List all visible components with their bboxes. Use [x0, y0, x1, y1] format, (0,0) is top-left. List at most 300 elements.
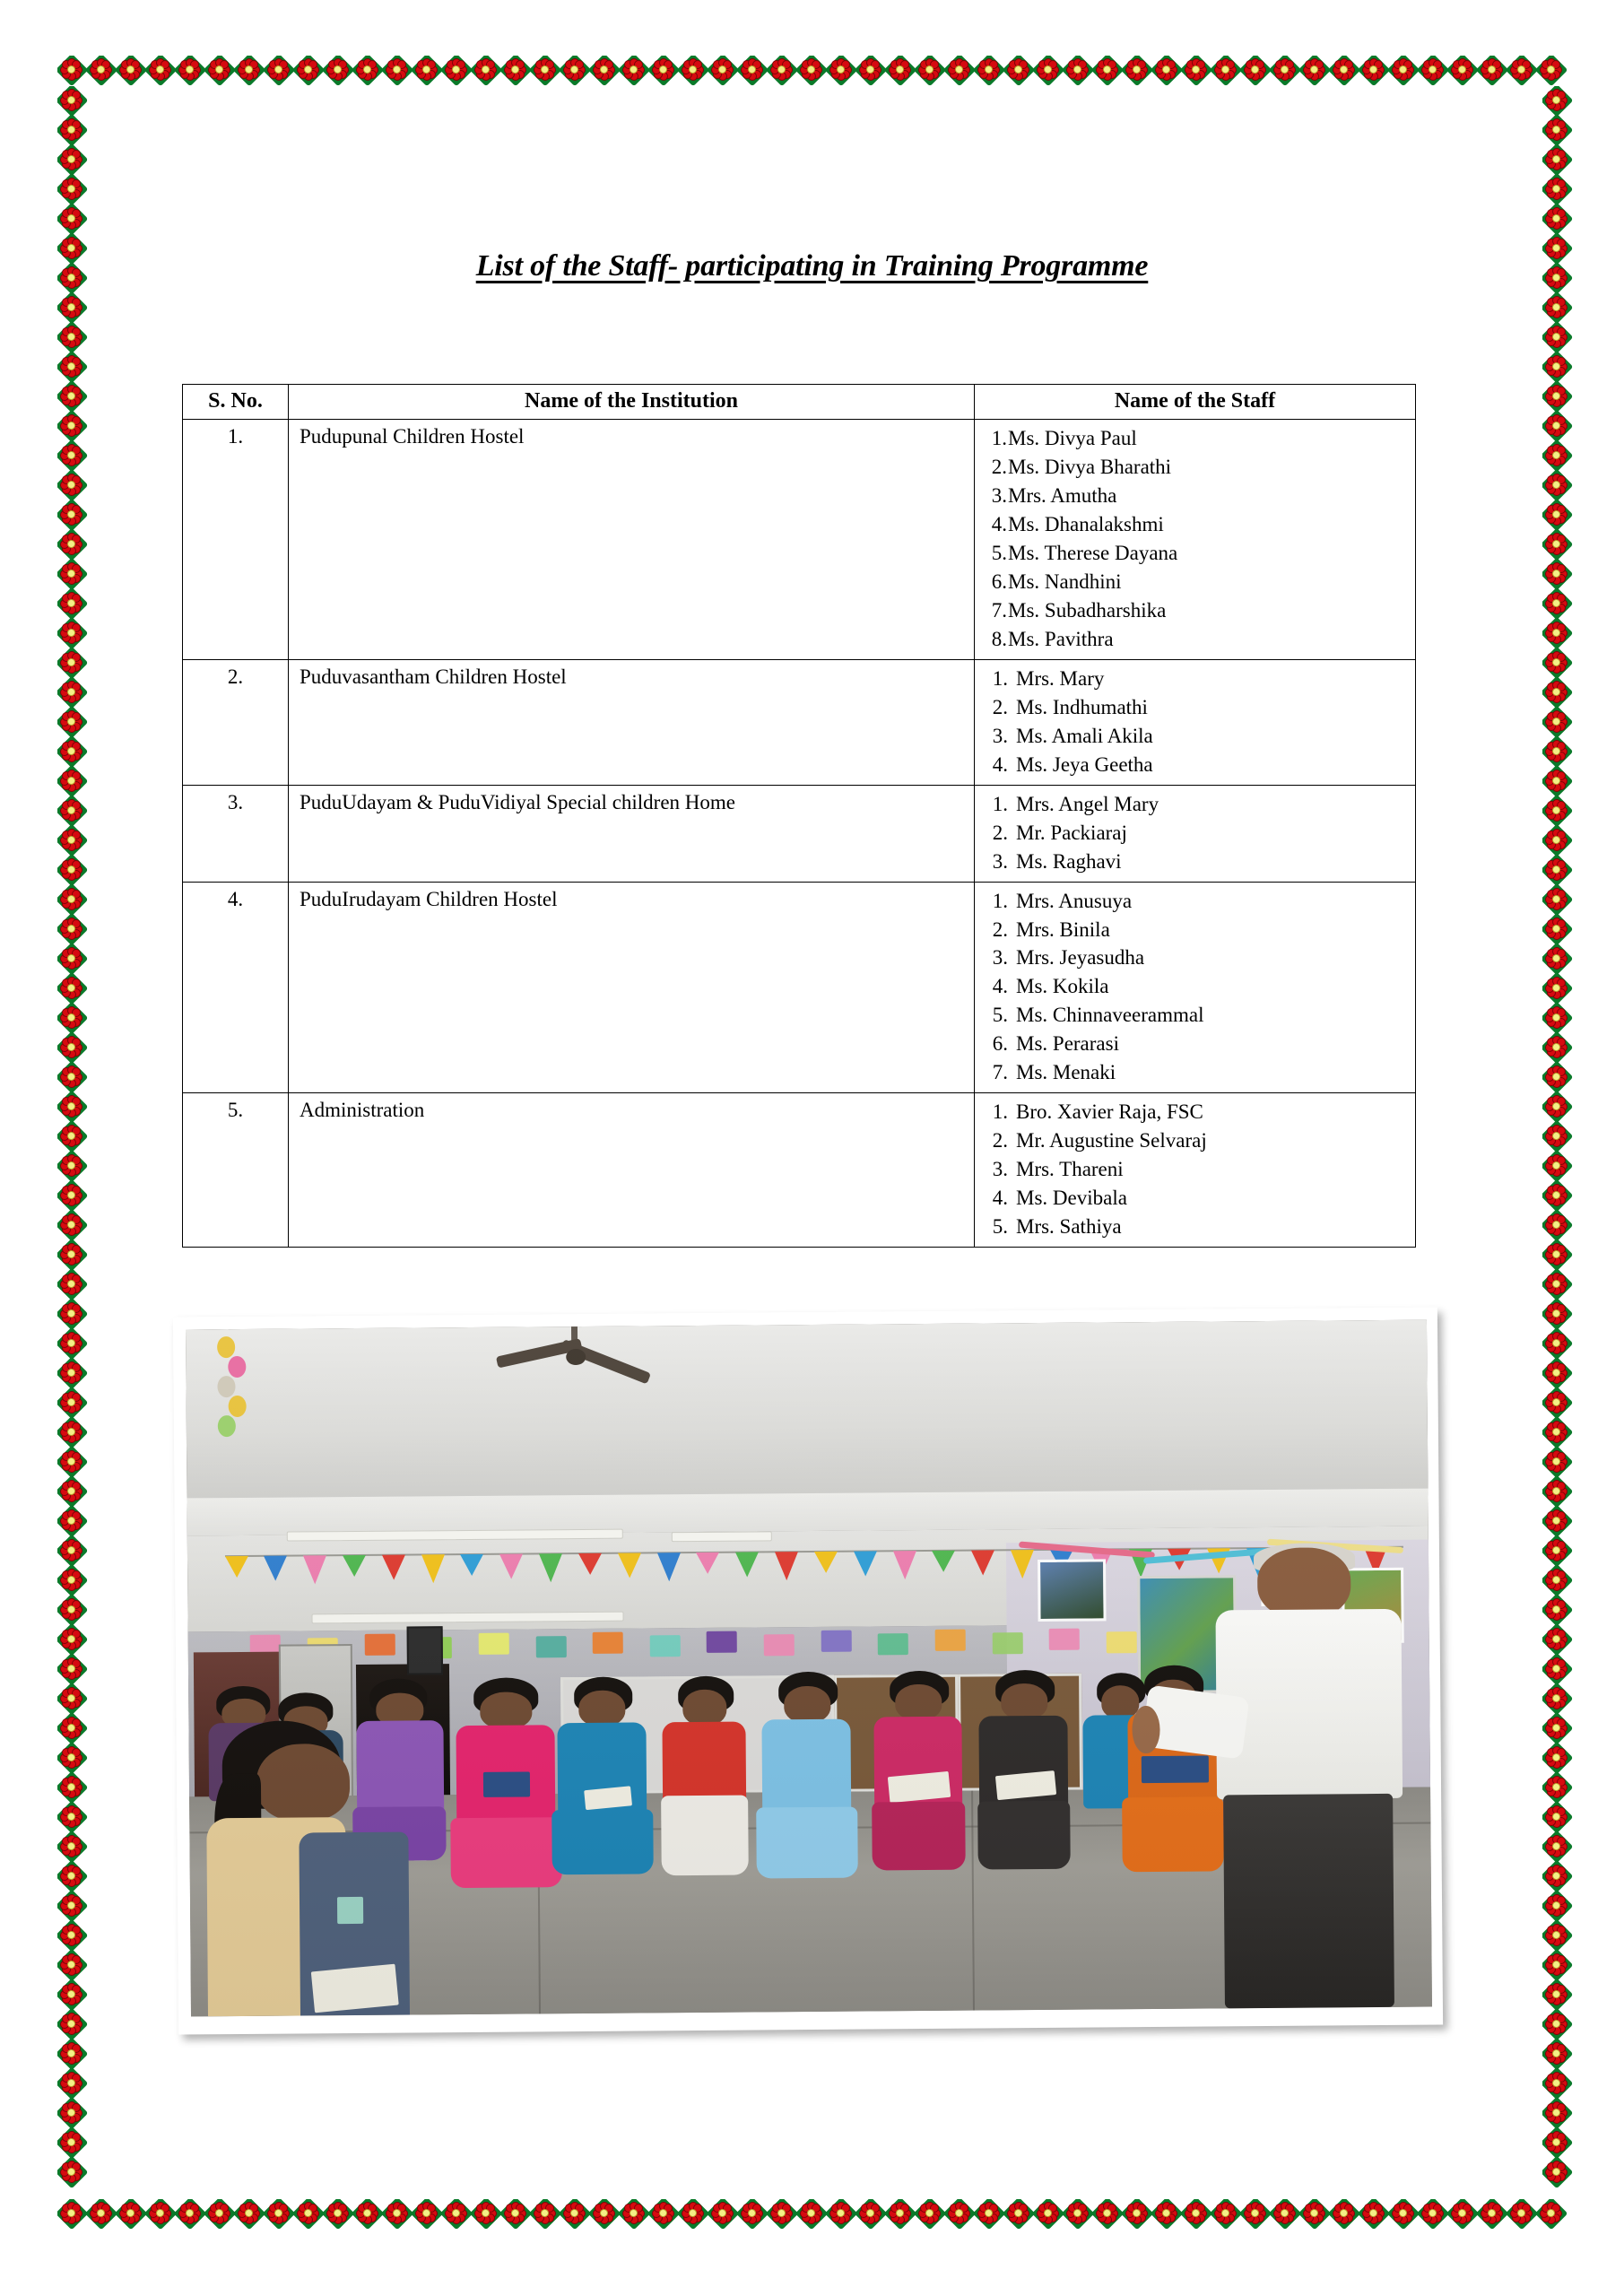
staff-list-item	[975, 751, 1415, 779]
table-body	[183, 420, 1416, 1248]
table-row	[183, 1093, 1416, 1248]
rose-flower-icon	[57, 1773, 87, 1803]
rose-flower-icon	[57, 2199, 87, 2229]
rose-flower-icon	[117, 56, 146, 85]
rose-flower-icon	[57, 1892, 87, 1921]
rose-flower-icon	[1542, 441, 1572, 471]
cell-institution: Administration	[289, 1093, 975, 1248]
rose-flower-icon	[1330, 56, 1359, 85]
pennant-flag	[854, 1551, 877, 1576]
rose-flower-icon	[57, 856, 87, 885]
pennant-flag	[264, 1555, 287, 1580]
rose-flower-icon	[57, 796, 87, 826]
rose-flower-icon	[1542, 1033, 1572, 1063]
rose-flower-icon	[1389, 56, 1419, 85]
rose-flower-icon	[294, 56, 324, 85]
rose-flower-icon	[1271, 56, 1300, 85]
rose-flower-icon	[1300, 2199, 1330, 2229]
rose-flower-icon	[1271, 2199, 1300, 2229]
pennant-flag	[932, 1550, 955, 1571]
rose-flower-icon	[1093, 2199, 1123, 2229]
rose-flower-icon	[57, 1507, 87, 1536]
rose-flower-icon	[649, 2199, 679, 2229]
rose-flower-icon	[57, 1832, 87, 1862]
wall-poster	[1038, 1560, 1107, 1622]
staff-list-item	[975, 665, 1415, 693]
rose-flower-icon	[146, 56, 176, 85]
staff-item-name: Ms. Menaki	[1016, 1061, 1116, 1084]
staff-list-item	[975, 596, 1415, 625]
rose-flower-icon	[57, 530, 87, 560]
paper-card	[764, 1634, 795, 1656]
staff-list-item	[975, 819, 1415, 848]
rose-flower-icon	[57, 1359, 87, 1388]
rose-flower-icon	[1542, 1152, 1572, 1181]
rose-flower-icon	[57, 560, 87, 589]
header-staff: Name of the Staff	[975, 385, 1416, 420]
paper-card	[364, 1633, 395, 1655]
staff-item-number: 4.	[992, 752, 1008, 776]
rose-flower-icon	[1542, 1862, 1572, 1892]
rose-flower-icon	[176, 2199, 205, 2229]
rose-flower-icon	[1542, 915, 1572, 944]
rose-flower-icon	[442, 56, 472, 85]
rose-flower-icon	[1542, 1004, 1572, 1033]
table-row	[183, 882, 1416, 1093]
rose-flower-icon	[1542, 1063, 1572, 1092]
rose-flower-icon	[57, 1181, 87, 1211]
rose-flower-icon	[1542, 352, 1572, 382]
rose-flower-icon	[1542, 737, 1572, 767]
rose-flower-icon	[1542, 1240, 1572, 1270]
rose-flower-icon	[117, 2199, 146, 2229]
hanging-ornament	[217, 1415, 235, 1437]
staff-item-name: Ms. Subadharshika	[1008, 598, 1167, 622]
rose-flower-icon	[916, 2199, 945, 2229]
rose-flower-icon	[620, 2199, 649, 2229]
ceiling-fan-icon	[496, 1336, 657, 1387]
rose-flower-icon	[1542, 1122, 1572, 1152]
rose-flower-icon	[1211, 56, 1241, 85]
rose-flower-icon	[1034, 56, 1064, 85]
rose-flower-icon	[1542, 2039, 1572, 2069]
rose-flower-icon	[57, 1270, 87, 1300]
rose-flower-icon	[1542, 530, 1572, 560]
pennant-flag	[460, 1554, 483, 1576]
cell-staff-list	[975, 785, 1416, 882]
staff-list-item	[975, 693, 1415, 722]
rose-flower-icon	[1182, 56, 1211, 85]
rose-flower-icon	[57, 1862, 87, 1892]
rose-flower-icon	[1542, 234, 1572, 264]
rose-flower-icon	[1542, 1980, 1572, 2010]
rose-flower-icon	[57, 1092, 87, 1122]
staff-item-number: 4.	[991, 512, 1007, 535]
rose-flower-icon	[1064, 56, 1093, 85]
rose-flower-icon	[1542, 1744, 1572, 1773]
rose-flower-icon	[1542, 1359, 1572, 1388]
rose-flower-icon	[1542, 1329, 1572, 1359]
staff-item-name: Ms. Divya Paul	[1008, 427, 1137, 449]
staff-list-item	[975, 722, 1415, 751]
rose-flower-icon	[1478, 2199, 1507, 2229]
rose-flower-icon	[560, 2199, 590, 2229]
rose-flower-icon	[1542, 293, 1572, 323]
staff-item-number: 1.	[991, 427, 1007, 449]
rose-flower-icon	[57, 1980, 87, 2010]
rose-flower-icon	[57, 1803, 87, 1832]
rose-flower-icon	[945, 56, 975, 85]
hanging-ornament	[228, 1396, 246, 1417]
rose-flower-icon	[413, 56, 442, 85]
paper-card	[707, 1631, 737, 1652]
staff-item-name: Ms. Divya Bharathi	[1008, 455, 1172, 478]
rose-flower-icon	[57, 1240, 87, 1270]
seated-participant	[970, 1669, 1077, 1869]
staff-item-name: Ms. Devibala	[1016, 1187, 1127, 1210]
rose-flower-icon	[1359, 2199, 1389, 2229]
rose-flower-icon	[1419, 56, 1448, 85]
rose-flower-icon	[57, 1033, 87, 1063]
rose-flower-icon	[1542, 767, 1572, 796]
decorative-border-bottom	[57, 2199, 1573, 2230]
staff-item-number: 3.	[992, 724, 1008, 747]
staff-list-item	[975, 887, 1415, 916]
rose-flower-icon	[1542, 323, 1572, 352]
handout-booklet	[1141, 1756, 1208, 1783]
rose-flower-icon	[679, 56, 708, 85]
rose-flower-icon	[57, 2010, 87, 2039]
rose-flower-icon	[945, 2199, 975, 2229]
rose-flower-icon	[1542, 2069, 1572, 2099]
rose-flower-icon	[442, 2199, 472, 2229]
rose-flower-icon	[57, 1063, 87, 1092]
staff-list-item	[975, 944, 1415, 972]
rose-flower-icon	[57, 1536, 87, 1566]
rose-flower-icon	[57, 1566, 87, 1596]
rose-flower-icon	[620, 56, 649, 85]
staff-list-item	[975, 972, 1415, 1001]
cell-sno: 5.	[183, 1093, 289, 1248]
rose-flower-icon	[57, 589, 87, 619]
training-photo	[186, 1320, 1432, 2017]
rose-flower-icon	[531, 56, 560, 85]
rose-flower-icon	[1542, 1773, 1572, 1803]
rose-flower-icon	[353, 56, 383, 85]
rose-flower-icon	[87, 2199, 117, 2229]
rose-flower-icon	[57, 1388, 87, 1418]
rose-flower-icon	[1542, 796, 1572, 826]
pennant-flag	[1011, 1550, 1034, 1578]
rose-flower-icon	[1542, 1596, 1572, 1625]
handout-booklet	[483, 1772, 531, 1797]
pennant-flag	[814, 1551, 838, 1572]
rose-flower-icon	[57, 412, 87, 441]
staff-list-item	[975, 1126, 1415, 1155]
staff-item-name: Mr. Packiaraj	[1016, 821, 1127, 844]
worksheet	[311, 1964, 399, 2013]
rose-flower-icon	[1542, 1921, 1572, 1951]
header-sno: S. No.	[183, 385, 289, 420]
rose-flower-icon	[57, 323, 87, 352]
rose-flower-icon	[57, 264, 87, 293]
facilitator	[1203, 1533, 1417, 2008]
rose-flower-icon	[1211, 2199, 1241, 2229]
rose-flower-icon	[827, 56, 856, 85]
staff-item-name: Mr. Augustine Selvaraj	[1016, 1129, 1207, 1152]
staff-item-number: 7.	[992, 1061, 1008, 1084]
rose-flower-icon	[57, 885, 87, 915]
cell-staff-list	[975, 420, 1416, 660]
rose-flower-icon	[353, 2199, 383, 2229]
seated-participant	[654, 1675, 754, 1875]
rose-flower-icon	[1004, 2199, 1034, 2229]
staff-item-name: Ms. Dhanalakshmi	[1008, 512, 1164, 535]
staff-item-number: 6.	[992, 1032, 1008, 1056]
rose-flower-icon	[1507, 56, 1537, 85]
cell-sno: 4.	[183, 882, 289, 1093]
staff-item-number: 2.	[992, 695, 1008, 718]
decorative-border-right	[1542, 86, 1573, 2199]
staff-item-number: 2.	[992, 918, 1008, 941]
rose-flower-icon	[1542, 116, 1572, 145]
staff-item-name: Bro. Xavier Raja, FSC	[1016, 1100, 1203, 1124]
rose-flower-icon	[1542, 708, 1572, 737]
staff-list-item	[975, 510, 1415, 539]
rose-flower-icon	[57, 2158, 87, 2187]
staff-item-name: Ms. Perarasi	[1016, 1032, 1119, 1056]
rose-flower-icon	[1542, 412, 1572, 441]
staff-item-number: 1.	[992, 666, 1008, 690]
seated-participant	[753, 1671, 860, 1878]
pennant-flag	[893, 1551, 916, 1579]
staff-list-item	[975, 1155, 1415, 1184]
paper-card	[535, 1636, 566, 1657]
staff-list-item	[975, 424, 1415, 453]
rose-flower-icon	[57, 293, 87, 323]
pennant-flag	[303, 1555, 326, 1584]
rose-flower-icon	[1542, 1655, 1572, 1684]
rose-flower-icon	[57, 1329, 87, 1359]
staff-item-number: 3.	[991, 483, 1007, 507]
rose-flower-icon	[1542, 86, 1572, 116]
rose-flower-icon	[57, 1122, 87, 1152]
rose-flower-icon	[1542, 1951, 1572, 1980]
rose-flower-icon	[856, 2199, 886, 2229]
seated-participant	[548, 1676, 655, 1876]
rose-flower-icon	[1542, 589, 1572, 619]
rose-flower-icon	[1542, 1684, 1572, 1714]
rose-flower-icon	[57, 500, 87, 530]
rose-flower-icon	[1448, 2199, 1478, 2229]
rose-flower-icon	[1359, 56, 1389, 85]
rose-flower-icon	[1542, 944, 1572, 974]
rose-flower-icon	[57, 204, 87, 234]
rose-flower-icon	[57, 1211, 87, 1240]
staff-item-number: 1.	[992, 1100, 1008, 1124]
rose-flower-icon	[57, 1625, 87, 1655]
table-row	[183, 785, 1416, 882]
rose-flower-icon	[205, 56, 235, 85]
staff-item-name: Mrs. Thareni	[1016, 1158, 1124, 1181]
rose-flower-icon	[1542, 1507, 1572, 1536]
rose-flower-icon	[235, 2199, 265, 2229]
rose-flower-icon	[1123, 2199, 1152, 2229]
rose-flower-icon	[57, 737, 87, 767]
paper-card	[935, 1629, 966, 1650]
rose-flower-icon	[57, 1477, 87, 1507]
rose-flower-icon	[1542, 1270, 1572, 1300]
staff-item-name: Ms. Amali Akila	[1016, 724, 1153, 747]
staff-item-number: 8.	[991, 627, 1007, 650]
rose-flower-icon	[1419, 2199, 1448, 2229]
staff-item-name: Mrs. Jeyasudha	[1016, 946, 1145, 970]
staff-item-number: 1.	[992, 792, 1008, 815]
staff-item-name: Ms. Raghavi	[1016, 849, 1122, 873]
rose-flower-icon	[1152, 2199, 1182, 2229]
paper-card	[593, 1631, 623, 1653]
rose-flower-icon	[57, 619, 87, 648]
staff-list-item	[975, 1001, 1415, 1030]
rose-flower-icon	[57, 648, 87, 678]
cell-staff-list	[975, 882, 1416, 1093]
rose-flower-icon	[294, 2199, 324, 2229]
staff-item-number: 5.	[992, 1215, 1008, 1239]
staff-list-item	[975, 1184, 1415, 1213]
cell-institution: PuduUdayam & PuduVidiyal Special children Home	[289, 785, 975, 882]
rose-flower-icon	[1448, 56, 1478, 85]
staff-item-name: Mrs. Anusuya	[1016, 889, 1133, 912]
rose-flower-icon	[57, 2099, 87, 2128]
rose-flower-icon	[1542, 204, 1572, 234]
staff-item-number: 2.	[992, 1129, 1008, 1152]
staff-list-item	[975, 790, 1415, 819]
pennant-flag	[775, 1552, 798, 1580]
decorative-border-left	[57, 86, 88, 2199]
rose-flower-icon	[1478, 56, 1507, 85]
staff-item-number: 2.	[992, 821, 1008, 844]
staff-list-item	[975, 568, 1415, 596]
pennant-flag	[618, 1552, 641, 1578]
staff-list-item	[975, 1213, 1415, 1241]
rose-flower-icon	[57, 974, 87, 1004]
tube-light	[672, 1531, 773, 1542]
rose-flower-icon	[235, 56, 265, 85]
staff-list-item	[975, 1030, 1415, 1058]
pennant-flag	[539, 1553, 562, 1582]
rose-flower-icon	[1537, 2199, 1567, 2229]
table-row	[183, 659, 1416, 785]
rose-flower-icon	[1542, 826, 1572, 856]
hanging-ornament	[217, 1336, 235, 1358]
rose-flower-icon	[1542, 471, 1572, 500]
decorative-border-top	[57, 56, 1573, 86]
rose-flower-icon	[146, 2199, 176, 2229]
rose-flower-icon	[472, 2199, 501, 2229]
rose-flower-icon	[265, 56, 294, 85]
rose-flower-icon	[797, 56, 827, 85]
rose-flower-icon	[886, 2199, 916, 2229]
rose-flower-icon	[1542, 1566, 1572, 1596]
rose-flower-icon	[1542, 1536, 1572, 1566]
rose-flower-icon	[57, 1714, 87, 1744]
rose-flower-icon	[1542, 1448, 1572, 1477]
rose-flower-icon	[57, 2069, 87, 2099]
staff-item-name: Ms. Chinnaveerammal	[1016, 1004, 1204, 1027]
staff-item-number: 7.	[991, 598, 1007, 622]
staff-item-name: Mrs. Angel Mary	[1016, 792, 1159, 815]
rose-flower-icon	[265, 2199, 294, 2229]
pennant-flag	[657, 1552, 681, 1581]
rose-flower-icon	[649, 56, 679, 85]
staff-list-item	[975, 916, 1415, 944]
rose-flower-icon	[205, 2199, 235, 2229]
rose-flower-icon	[1542, 1892, 1572, 1921]
hanging-ornament	[228, 1356, 246, 1378]
staff-item-number: 6.	[991, 570, 1007, 593]
rose-flower-icon	[1542, 264, 1572, 293]
rose-flower-icon	[1537, 56, 1567, 85]
hanging-ornament	[217, 1376, 235, 1397]
header-institution: Name of the Institution	[289, 385, 975, 420]
rose-flower-icon	[57, 86, 87, 116]
staff-item-name: Mrs. Mary	[1016, 666, 1105, 690]
rose-flower-icon	[57, 1951, 87, 1980]
rose-flower-icon	[57, 234, 87, 264]
rose-flower-icon	[1152, 56, 1182, 85]
rose-flower-icon	[87, 56, 117, 85]
rose-flower-icon	[1542, 2158, 1572, 2187]
staff-item-number: 5.	[992, 1004, 1008, 1027]
pennant-flag	[382, 1554, 405, 1579]
rose-flower-icon	[886, 56, 916, 85]
pennant-flag	[971, 1550, 994, 1575]
rose-flower-icon	[1542, 1803, 1572, 1832]
rose-flower-icon	[57, 1152, 87, 1181]
rose-flower-icon	[975, 56, 1004, 85]
rose-flower-icon	[413, 2199, 442, 2229]
staff-item-name: Ms. Pavithra	[1008, 627, 1114, 650]
rose-flower-icon	[472, 56, 501, 85]
rose-flower-icon	[57, 1418, 87, 1448]
staff-item-name: Ms. Indhumathi	[1016, 695, 1148, 718]
rose-flower-icon	[1241, 2199, 1271, 2229]
paper-card	[878, 1633, 908, 1655]
rose-flower-icon	[1542, 619, 1572, 648]
rose-flower-icon	[1542, 648, 1572, 678]
rose-flower-icon	[383, 2199, 413, 2229]
cell-institution: Puduvasantham Children Hostel	[289, 659, 975, 785]
ceiling	[186, 1320, 1428, 1501]
rose-flower-icon	[57, 175, 87, 204]
rose-flower-icon	[590, 56, 620, 85]
cell-staff-list	[975, 659, 1416, 785]
rose-flower-icon	[1064, 2199, 1093, 2229]
rose-flower-icon	[916, 56, 945, 85]
staff-item-number: 4.	[992, 1187, 1008, 1210]
rose-flower-icon	[1241, 56, 1271, 85]
paper-card	[821, 1630, 851, 1651]
rose-flower-icon	[1542, 2099, 1572, 2128]
page-title: List of the Staff- participating in Training Programme	[475, 249, 1149, 283]
rose-flower-icon	[324, 2199, 353, 2229]
pennant-flag	[421, 1554, 445, 1583]
rose-flower-icon	[324, 56, 353, 85]
rose-flower-icon	[1034, 2199, 1064, 2229]
rose-flower-icon	[1542, 145, 1572, 175]
staff-item-name: Ms. Nandhini	[1008, 570, 1122, 593]
paper-card	[1049, 1628, 1080, 1649]
